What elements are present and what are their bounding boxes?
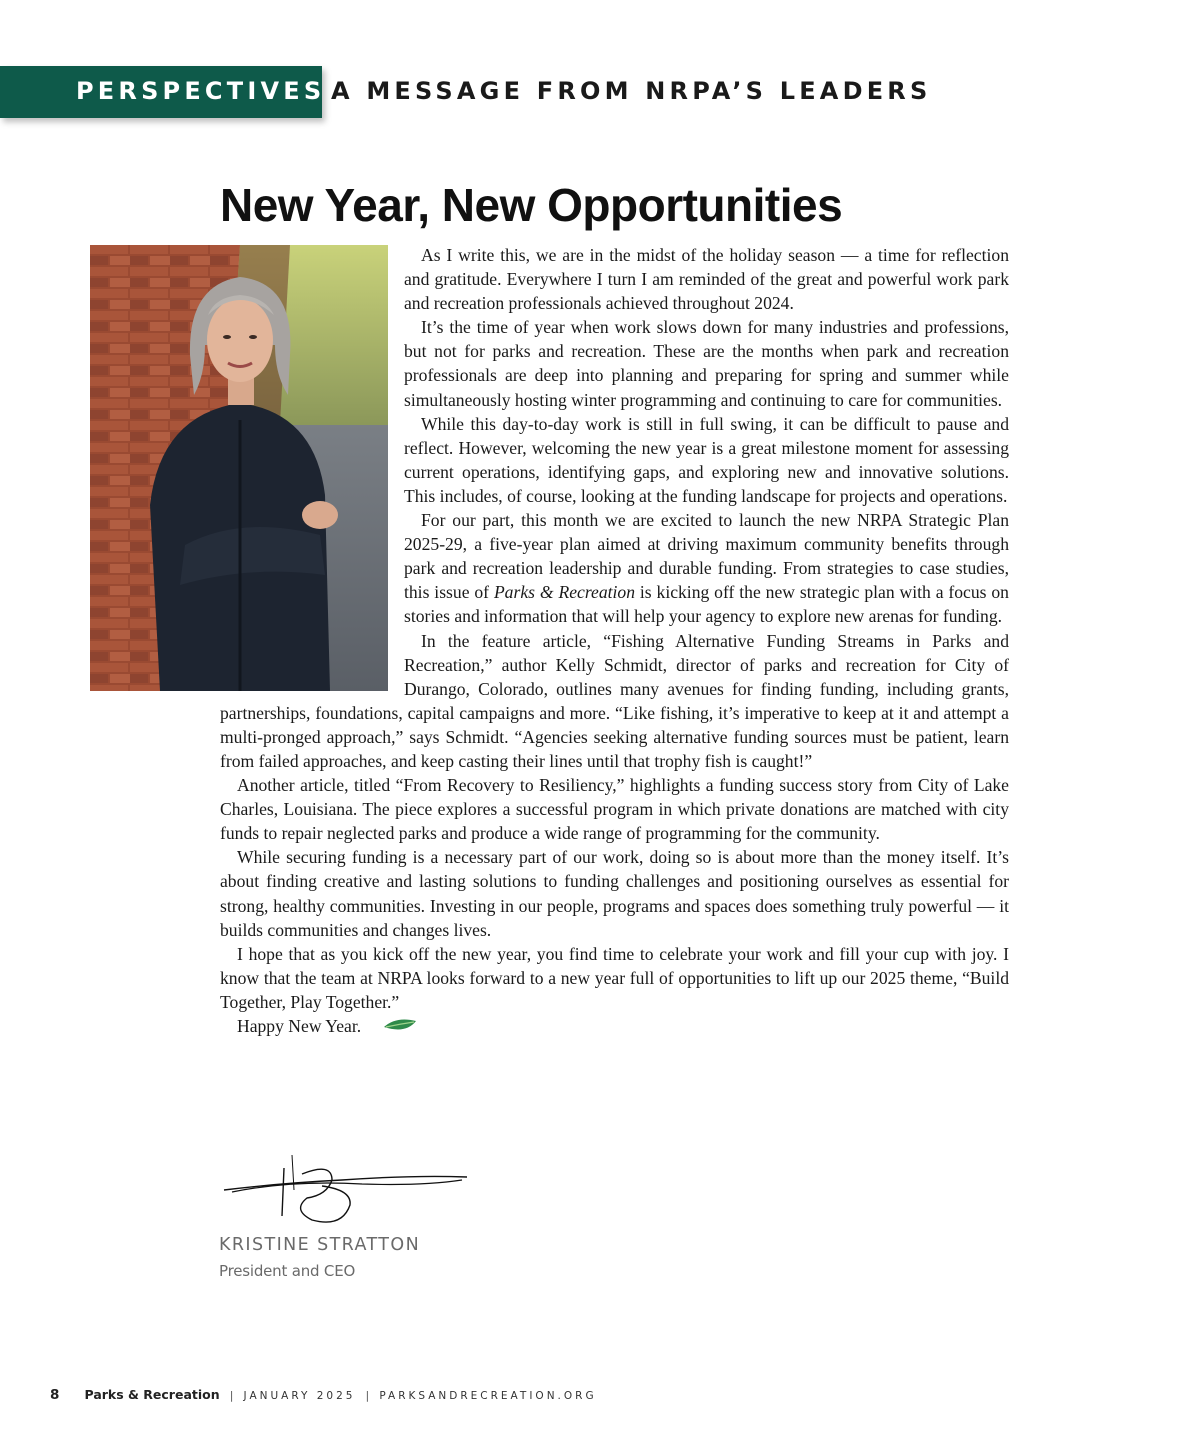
page-number: 8 xyxy=(50,1387,60,1403)
website-link[interactable]: PARKSANDRECREATION.ORG xyxy=(379,1390,597,1402)
paragraph: While this day-to-day work is still in full swing, it can be difficult to pause and reflect. However, welcoming the new year is a great milestone moment for assessing current operations, identifying gaps, and exploring new and innovative solutions. This includes, of course, looking at the funding landscape for projects and operations. xyxy=(404,413,1009,506)
magazine-title-italic: Parks & Recreation xyxy=(493,582,635,603)
page-footer xyxy=(50,1384,597,1403)
footer-separator: | xyxy=(229,1389,234,1402)
signature xyxy=(222,1150,472,1235)
leaf-icon xyxy=(365,1016,418,1040)
footer-separator: | xyxy=(365,1389,370,1402)
paragraph: Another article, titled “From Recovery to Resiliency,” highlights a funding success story from City of Lake Charles, Louisiana. The piece explores a successful program in which private donations are matched with city funds to repair neglected parks and produce a wide range of programming for the community. xyxy=(220,775,1009,844)
section-label: PERSPECTIVES xyxy=(76,77,326,105)
paragraph: I hope that as you kick off the new year, you find time to celebrate your work and fill your cup with joy. I know that the team at NRPA looks forward to a new year full of opportunities to lift up our 2025 theme, “Build Together, Play Together.” xyxy=(220,943,1009,1012)
article-title: New Year, New Opportunities xyxy=(220,179,843,231)
author-name: KRISTINE STRATTON xyxy=(219,1235,421,1255)
paragraph: In the feature article, “Fishing Alternative Funding Streams in Parks and Recreation,” author Kelly Schmidt, director of parks and recreation for City of Durango, Colorado, outlines many avenues for finding funding, including grants, partnerships, foundations, capital campaigns and more. “Like fishing, it’s imperative to keep at it and attempt a multi-pronged approach,” says Schmidt. “Agencies seeking alternative funding sources must be patient, learn from failed approaches, and keep casting their lines until that trophy fish is caught!” xyxy=(220,630,1009,771)
section-subtitle: A MESSAGE FROM NRPA’S LEADERS xyxy=(331,77,932,105)
paragraph: While securing funding is a necessary part of our work, doing so is about more than the money itself. It’s about finding creative and lasting solutions to funding challenges and positioning ourselves as essential for strong, healthy communities. Investing in our people, programs and spaces does something truly powerful — it builds communities and changes lives. xyxy=(220,847,1009,940)
paragraph: It’s the time of year when work slows down for many industries and professions, but not for parks and recreation. These are the months when park and recreation professionals are deep into planning and preparing for spring and summer while simultaneously hosting winter programming and continuing to care for communities. xyxy=(404,317,1009,410)
issue-date: JANUARY 2025 xyxy=(243,1390,356,1402)
closing-line: Happy New Year. xyxy=(220,1014,1009,1040)
author-role: President and CEO xyxy=(219,1262,356,1280)
magazine-name: Parks & Recreation xyxy=(84,1387,220,1402)
article-body xyxy=(220,243,1009,1040)
paragraph: As I write this, we are in the midst of the holiday season — a time for reflection and gratitude. Everywhere I turn I am reminded of the great and powerful work park and recreation professionals achieved throughout 2024. xyxy=(404,245,1009,314)
paragraph: For our part, this month we are excited to launch the new NRPA Strategic Plan 2025-29, a five-year plan aimed at driving maximum community benefits through park and recreation leadership and durable funding. From strategies to case studies, this issue of Parks & Recreation is kicking off the new strategic plan with a focus on stories and information that will help your agency to explore new arenas for funding. xyxy=(404,510,1009,627)
